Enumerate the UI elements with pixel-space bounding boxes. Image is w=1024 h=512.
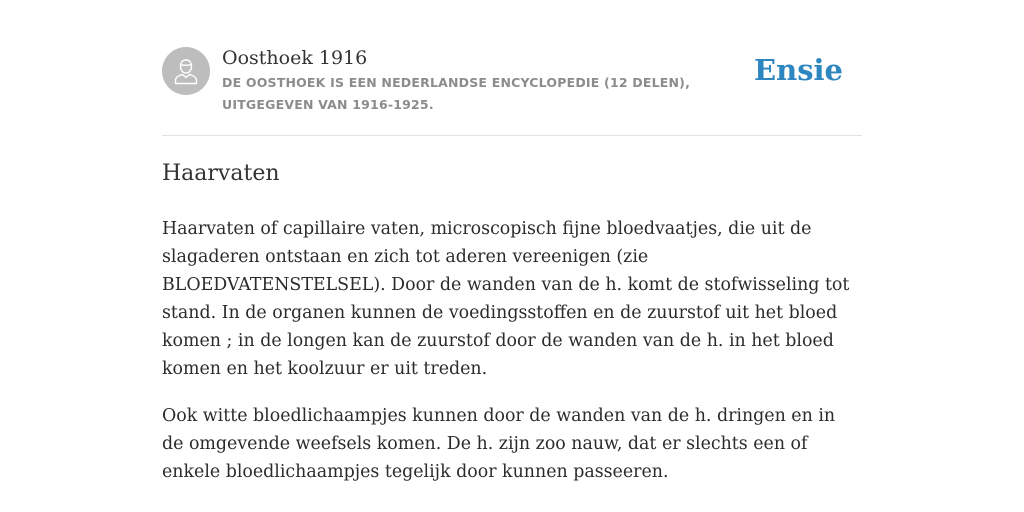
- article-title: Haarvaten: [162, 161, 280, 186]
- brand-logo-link[interactable]: Ensie: [754, 53, 843, 87]
- article-paragraph-1: Haarvaten of capillaire vaten, microscopisch fijne bloedvaatjes, die uit de slagaderen ontstaan en zich tot aderen vereenigen (zie BLOEDVATENSTELSEL). Door de wanden van de h. komt de stofwisseling tot stand. In de organen kunnen de voedingsstoffen en de zuurstof uit het bloed komen ; in de longen kan de zuurstof door de wanden van de h. in het bloed komen en het koolzuur er uit treden.: [162, 219, 850, 379]
- source-description: DE OOSTHOEK IS EEN NEDERLANDSE ENCYCLOPEDIE (12 DELEN), UITGEGEVEN VAN 1916-1925.: [222, 75, 691, 112]
- source-avatar[interactable]: [162, 47, 210, 95]
- user-silhouette-icon: [173, 57, 199, 85]
- source-header: [162, 44, 862, 136]
- article: [162, 156, 862, 505]
- article-paragraph-2: Ook witte bloedlichaampjes kunnen door de wanden van de h. dringen en in de omgevende weefsels komen. De h. zijn zoo nauw, dat er slechts een of enkele bloedlichaampjes tegelijk door kunnen passeeren.: [162, 406, 836, 482]
- source-name[interactable]: Oosthoek 1916: [222, 47, 368, 69]
